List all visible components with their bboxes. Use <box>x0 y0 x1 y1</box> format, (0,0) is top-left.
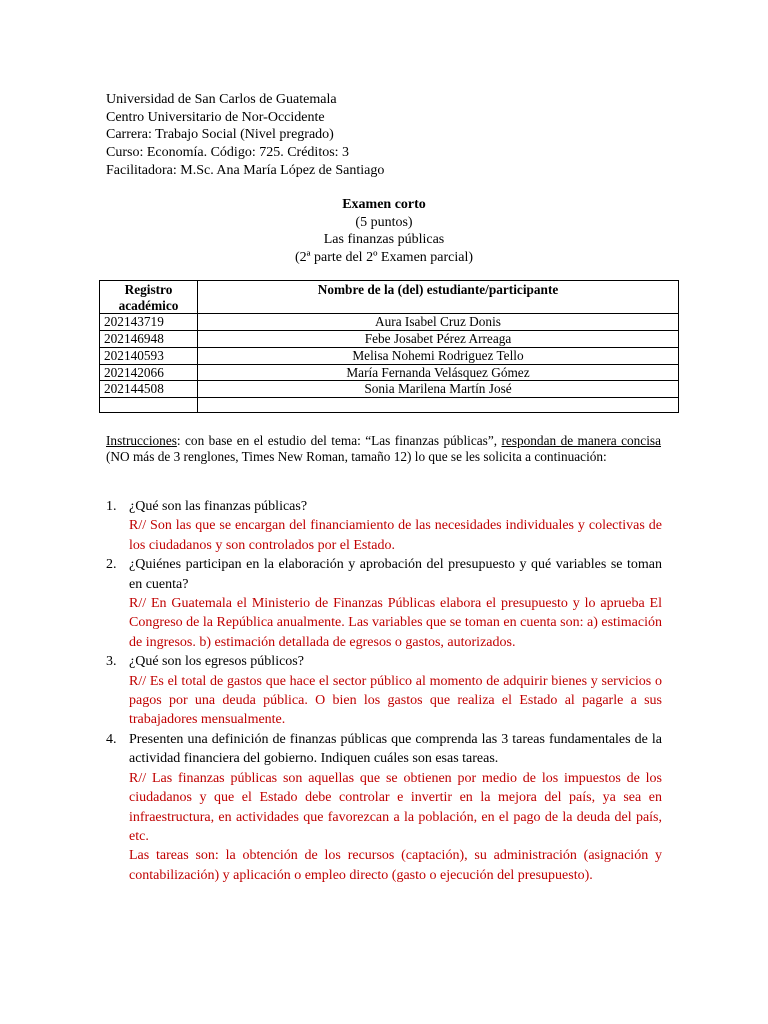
exam-title: Examen corto <box>342 197 426 212</box>
table-row <box>100 381 679 398</box>
nombre-cell: Melisa Nohemi Rodriguez Tello <box>198 347 679 364</box>
question-number: 3. <box>106 654 117 670</box>
registro-cell: 202142066 <box>100 364 198 381</box>
table-row <box>100 314 679 331</box>
answer-tasks-text: Las tareas son: la obtención de los recursos (captación), su administración (asignación y contabilización) y aplicación o empleo directo (gasto o ejecución del presupuesto). <box>129 848 662 883</box>
question-text: ¿Quiénes participan en la elaboración y aprobación del presupuesto y qué variables se toman en cuenta? <box>129 557 662 592</box>
question-item <box>106 730 662 885</box>
answer-text: R// Es el total de gastos que hace el sector público al momento de adquirir bienes y servicios o pagos por una deuda pública. O bien los gastos que realiza el Estado al pagarle a sus trabajadores mensualmente. <box>129 673 662 728</box>
empty-cell <box>100 397 198 412</box>
exam-points: (5 puntos) <box>355 214 413 230</box>
nombre-cell: Febe Josabet Pérez Arreaga <box>198 331 679 348</box>
exam-topic: Las finanzas públicas <box>323 232 445 247</box>
question-text: Presenten una definición de finanzas públicas que comprenda las 3 tareas fundamentales de la actividad financiera del gobierno. Indiquen cuáles son esas tareas. <box>129 731 662 767</box>
question-text: ¿Qué son las finanzas públicas? <box>129 499 308 514</box>
exam-title-block <box>0 196 768 266</box>
students-table <box>99 280 679 413</box>
question-text: ¿Qué son los egresos públicos? <box>129 654 304 670</box>
table-header-row <box>100 281 679 314</box>
exam-part: (2ª parte del 2º Examen parcial) <box>294 249 474 265</box>
question-item <box>106 652 662 730</box>
instructions-text-2: (NO más de 3 renglones, Times New Roman, tamaño 12) lo que se les solicita a continuación: <box>106 449 607 465</box>
nombre-cell: María Fernanda Velásquez Gómez <box>198 364 679 381</box>
question-number: 2. <box>106 557 117 573</box>
column-header-registro: Registro académico <box>100 281 198 314</box>
question-item <box>106 497 662 555</box>
university-line: Universidad de San Carlos de Guatemala <box>106 92 337 107</box>
facilitator-line: Facilitadora: M.Sc. Ana María López de Santiago <box>106 162 385 178</box>
registro-cell: 202140593 <box>100 347 198 364</box>
document-header <box>106 91 384 180</box>
question-item <box>106 555 662 652</box>
answer-text: R// En Guatemala el Ministerio de Finanzas Públicas elabora el presupuesto y lo aprueba El Congreso de la República anualmente. Las variables que se toman en cuenta son: a) estimación de ingresos. b) estimación detallada de egresos o gastos, autorizados. <box>129 596 662 650</box>
question-number: 1. <box>106 499 117 514</box>
table-row <box>100 331 679 348</box>
questions-list <box>106 497 662 885</box>
course-line: Curso: Economía. Código: 725. Créditos: 3 <box>106 145 350 161</box>
registro-cell: 202146948 <box>100 331 198 348</box>
empty-table-row <box>100 397 679 412</box>
nombre-cell: Sonia Marilena Martín José <box>198 381 679 398</box>
table-row <box>100 364 679 381</box>
column-header-nombre: Nombre de la (del) estudiante/participante <box>198 281 679 314</box>
instructions-paragraph <box>106 433 661 465</box>
center-line: Centro Universitario de Nor-Occidente <box>106 109 325 125</box>
registro-cell: 202143719 <box>100 314 198 331</box>
question-number: 4. <box>106 731 117 747</box>
answer-text: R// Son las que se encargan del financiamiento de las necesidades individuales y colectivas de los ciudadanos y son controlados por el Estado. <box>129 518 662 553</box>
empty-cell <box>198 397 679 412</box>
nombre-cell: Aura Isabel Cruz Donis <box>198 314 679 331</box>
instructions-text-1: : con base en el estudio del tema: “Las finanzas públicas”, <box>176 433 502 448</box>
answer-text: R// Las finanzas públicas son aquellas que se obtienen por medio de los impuestos de los ciudadanos y que el Estado debe controlar e invertir en la mejora del país, ya sea en infraestructura, en actividades que favorezcan a la población, en el pago de la deuda del país, etc. <box>129 770 662 844</box>
instructions-emphasis: respondan de manera concisa <box>501 433 661 448</box>
career-line: Carrera: Trabajo Social (Nivel pregrado) <box>106 127 334 143</box>
registro-cell: 202144508 <box>100 381 198 398</box>
instructions-label: Instrucciones <box>106 433 177 448</box>
table-row <box>100 347 679 364</box>
